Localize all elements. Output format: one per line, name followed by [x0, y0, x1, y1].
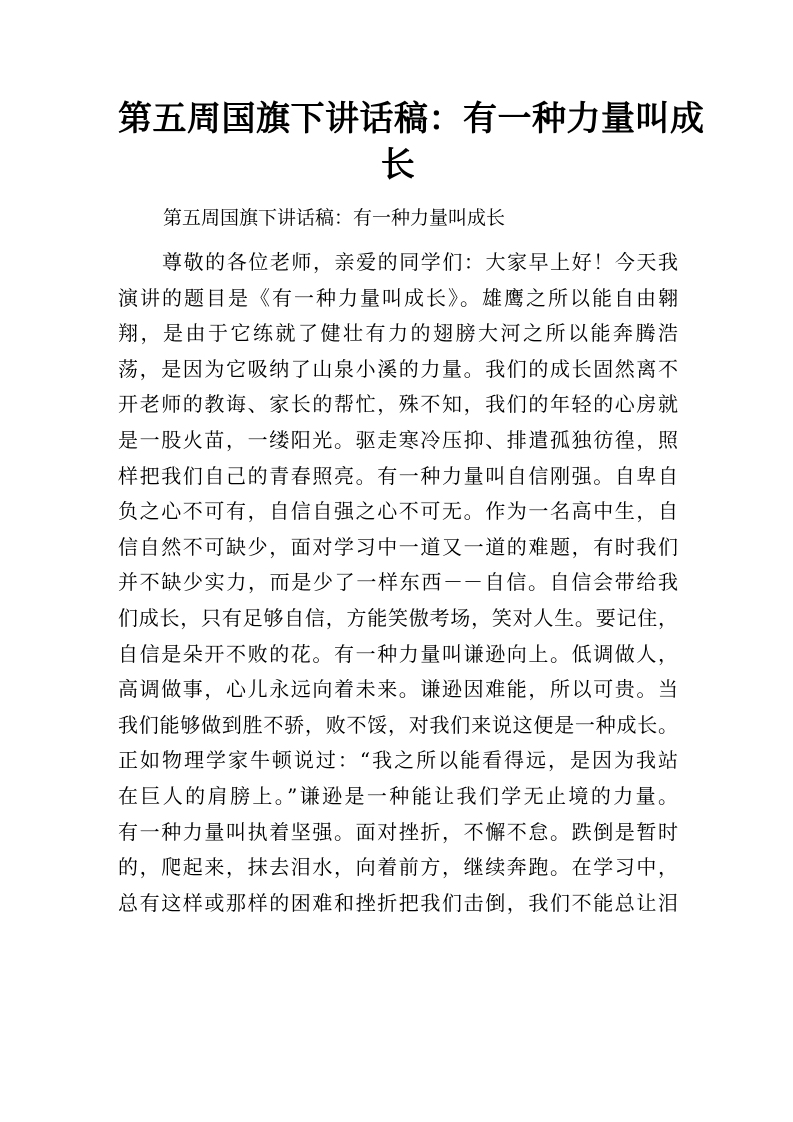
body-line: 正如物理学家牛顿说过：“我之所以能看得远，是因为我站: [118, 748, 678, 773]
body-line: 自信是朵开不败的花。有一种力量叫谦逊向上。低调做人，: [118, 641, 678, 666]
body-line: 并不缺少实力，而是少了一样东西－－自信。自信会带给我: [118, 570, 678, 595]
body-line: 样把我们自己的青春照亮。有一种力量叫自信刚强。自卑自: [118, 463, 678, 488]
body-line: 我们能够做到胜不骄，败不馁，对我们来说这便是一种成长。: [118, 712, 678, 737]
document-subtitle: 第五周国旗下讲话稿：有一种力量叫成长: [163, 207, 506, 229]
body-line: 高调做事，心儿永远向着未来。谦逊因难能，所以可贵。当: [118, 677, 678, 702]
body-line: 的，爬起来，抹去泪水，向着前方，继续奔跑。在学习中，: [118, 855, 678, 880]
body-line: 们成长，只有足够自信，方能笑傲考场，笑对人生。要记住，: [118, 605, 678, 630]
body-line: 在巨人的肩膀上。”谦逊是一种能让我们学无止境的力量。: [118, 783, 678, 808]
body-line: 有一种力量叫执着坚强。面对挫折，不懈不怠。跌倒是暂时: [118, 819, 678, 844]
body-line: 尊敬的各位老师，亲爱的同学们：大家早上好！今天我: [162, 250, 678, 274]
document-title-line: 第五周国旗下讲话稿：有一种力量叫成: [118, 99, 705, 139]
body-line: 是一股火苗，一缕阳光。驱走寒冷压抑、排遣孤独彷徨，照: [118, 427, 678, 452]
body-line: 信自然不可缺少，面对学习中一道又一道的难题，有时我们: [118, 534, 678, 559]
document-title-line: 长: [380, 145, 416, 185]
body-line: 演讲的题目是《有一种力量叫成长》。雄鹰之所以能自由翱: [118, 285, 678, 310]
body-line: 负之心不可有，自信自强之心不可无。作为一名高中生，自: [118, 499, 678, 524]
body-line: 总有这样或那样的困难和挫折把我们击倒，我们不能总让泪: [118, 890, 678, 915]
document-body: [118, 245, 678, 921]
body-line: 荡，是因为它吸纳了山泉小溪的力量。我们的成长固然离不: [118, 356, 678, 381]
document-title: [118, 96, 705, 188]
body-line: 开老师的教诲、家长的帮忙，殊不知，我们的年轻的心房就: [118, 392, 678, 417]
body-line: 翔，是由于它练就了健壮有力的翅膀大河之所以能奔腾浩: [118, 321, 678, 346]
